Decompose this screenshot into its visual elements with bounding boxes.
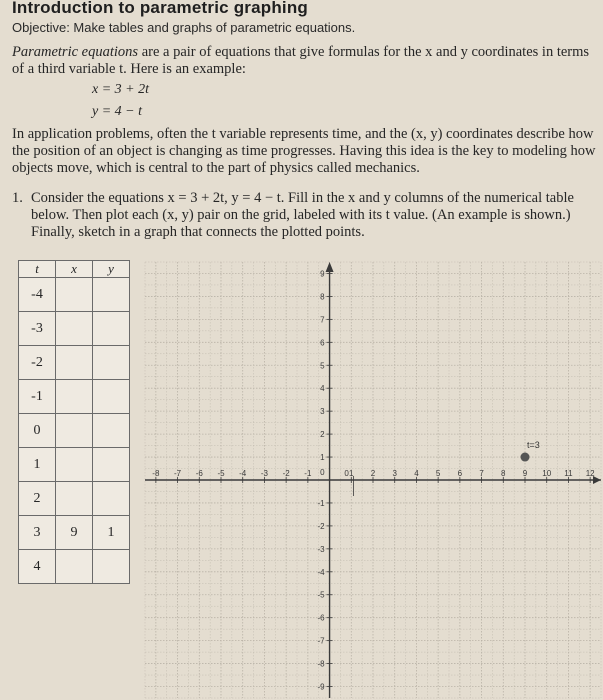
table-row [19, 380, 130, 414]
coordinate-grid[interactable] [127, 260, 603, 700]
equation-y: y = 4 − t [92, 104, 142, 119]
table-row [19, 414, 130, 448]
y-tick-label: -1 [317, 498, 325, 508]
y-tick-label: 4 [320, 384, 325, 394]
cell-y[interactable]: 1 [93, 516, 130, 550]
cell-t: 0 [19, 414, 56, 448]
y-tick-label: -5 [317, 590, 325, 600]
x-tick-label: -4 [239, 469, 247, 478]
cell-t: 4 [19, 550, 56, 584]
x-tick-label: -3 [260, 469, 268, 478]
table-header-row [19, 261, 130, 278]
cell-y[interactable] [93, 482, 130, 516]
cell-t: -3 [19, 312, 56, 346]
x-tick-label: 6 [457, 469, 463, 478]
y-tick-label: 2 [320, 430, 325, 440]
table-row [19, 482, 130, 516]
y-tick-label: 6 [320, 338, 325, 348]
y-tick-label: -7 [317, 636, 325, 646]
cell-x[interactable] [56, 414, 93, 448]
x-tick-label: 11 [564, 469, 573, 478]
question-number: 1. [12, 190, 23, 206]
x-tick-label: -1 [304, 469, 312, 478]
cell-x[interactable] [56, 550, 93, 584]
intro-paragraph [12, 44, 592, 78]
y-tick-label: -2 [317, 521, 325, 531]
y-tick-label: -8 [317, 659, 325, 669]
cell-y[interactable] [93, 550, 130, 584]
x-tick-label: -7 [174, 469, 182, 478]
table-row [19, 516, 130, 550]
cell-x[interactable] [56, 278, 93, 312]
question-text: Consider the equations x = 3 + 2t, y = 4 − t. Fill in the x and y columns of the numerical table below. Then plot each (x, y) pair on the grid, labeled with its t value. (An example is shown.) Finally, sketch in a graph that connects the plotted points. [31, 190, 574, 240]
x-tick-label: 9 [522, 469, 528, 478]
x-tick-label: 1 [349, 469, 354, 478]
y-tick-label: 3 [320, 407, 325, 417]
plotted-point[interactable] [521, 453, 530, 462]
x-tick-label: 2 [370, 469, 376, 478]
x-tick-label: 12 [585, 469, 595, 478]
table-row [19, 346, 130, 380]
header-t: t [19, 261, 56, 278]
equation-x: x = 3 + 2t [92, 82, 149, 97]
x-tick-label: -6 [195, 469, 203, 478]
header-y: y [93, 261, 130, 278]
y-tick-label: -4 [317, 567, 325, 577]
x-tick-label: 7 [479, 469, 484, 478]
objective-text: Objective: Make tables and graphs of parametric equations. [12, 20, 356, 35]
y-tick-label: 5 [320, 361, 325, 371]
x-tick-label: 8 [501, 469, 506, 478]
cell-x[interactable] [56, 346, 93, 380]
x-tick-label: -8 [152, 469, 160, 478]
cell-y[interactable] [93, 312, 130, 346]
x-tick-label: -2 [282, 469, 290, 478]
intro-term: Parametric equations [12, 44, 139, 60]
y-tick-label: 0 [320, 468, 325, 477]
cell-t: 2 [19, 482, 56, 516]
cell-t: -1 [19, 380, 56, 414]
table-row [19, 550, 130, 584]
cell-t: 1 [19, 448, 56, 482]
cell-x[interactable]: 9 [56, 516, 93, 550]
cell-x[interactable] [56, 482, 93, 516]
y-tick-label: 9 [320, 269, 325, 279]
header-x: x [56, 261, 93, 278]
table-row [19, 448, 130, 482]
page-title: Introduction to parametric graphing [12, 0, 309, 17]
point-label: t=3 [527, 440, 540, 451]
y-tick-label: 8 [320, 292, 325, 302]
x-tick-label: 0 [344, 469, 349, 478]
cell-y[interactable] [93, 380, 130, 414]
cell-y[interactable] [93, 346, 130, 380]
y-tick-label: 1 [320, 453, 325, 463]
cell-y[interactable] [93, 448, 130, 482]
y-tick-label: 7 [320, 315, 325, 325]
y-axis-arrow [326, 262, 334, 272]
y-tick-label: -9 [317, 682, 325, 692]
cell-x[interactable] [56, 380, 93, 414]
cell-t: -4 [19, 278, 56, 312]
question-1 [12, 190, 592, 241]
cell-y[interactable] [93, 414, 130, 448]
table-row [19, 278, 130, 312]
intro-rest: are a pair of equations that give formulas for the x and y coordinates in terms of a third variable t. Here is an example: [12, 44, 590, 77]
y-tick-label: -6 [317, 613, 325, 623]
x-tick-label: -5 [217, 469, 225, 478]
x-tick-label: 5 [435, 469, 441, 478]
x-tick-label: 10 [542, 469, 552, 478]
cell-y[interactable] [93, 278, 130, 312]
application-paragraph: In application problems, often the t variable represents time, and the (x, y) coordinates describe how the position of an object is changing as time progresses. Having this idea is the key to modeling how objects move, which is central to the part of physics called mechanics. [12, 126, 596, 176]
cell-t: 3 [19, 516, 56, 550]
cell-t: -2 [19, 346, 56, 380]
values-table [18, 260, 130, 584]
cell-x[interactable] [56, 448, 93, 482]
x-tick-label: 4 [414, 469, 419, 478]
cell-x[interactable] [56, 312, 93, 346]
x-tick-label: 3 [392, 469, 397, 478]
table-row [19, 312, 130, 346]
y-tick-label: -3 [317, 544, 325, 554]
